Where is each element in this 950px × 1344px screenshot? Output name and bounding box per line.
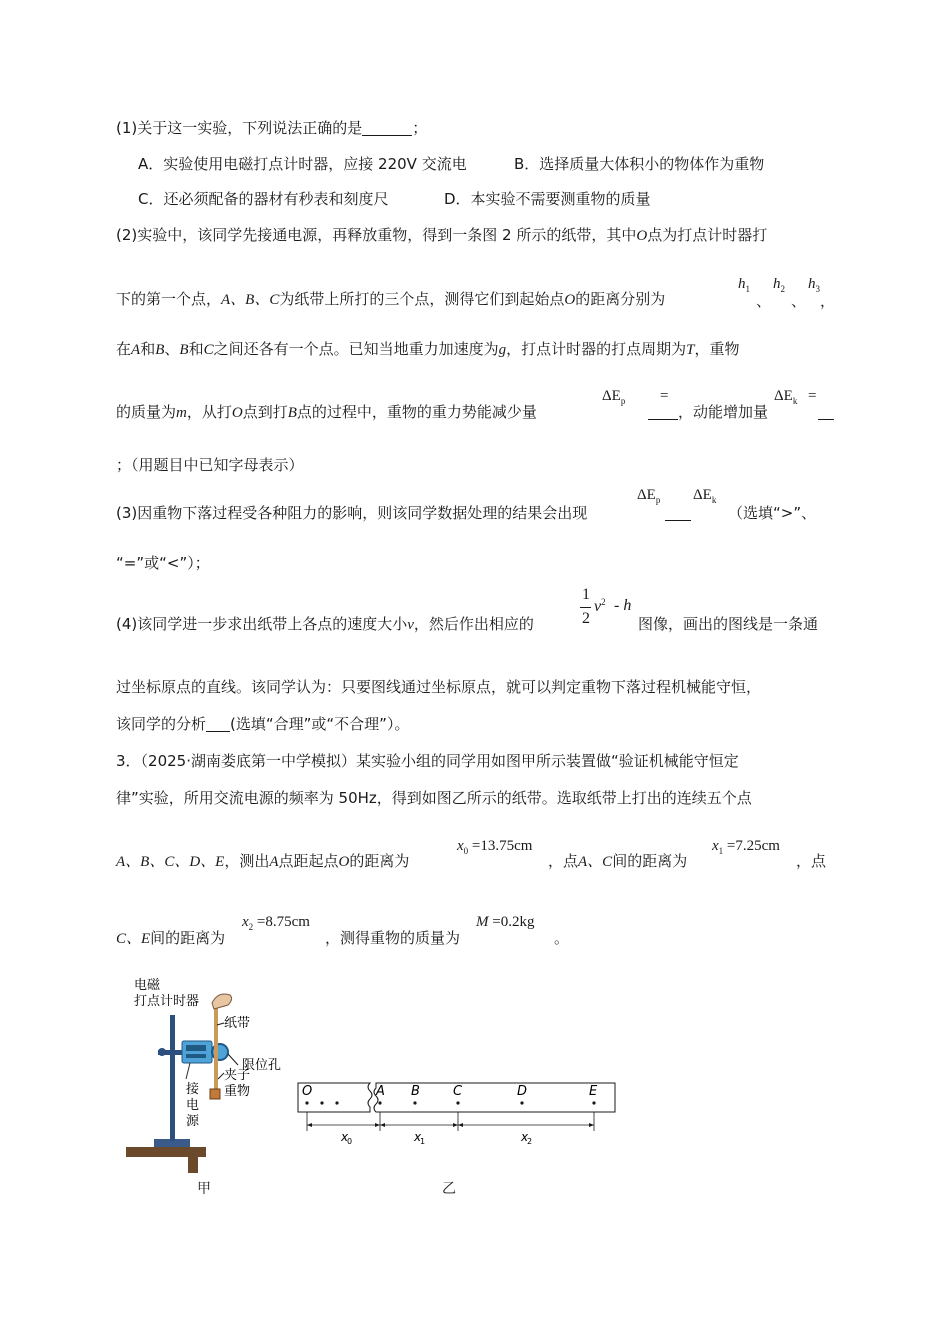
dim-x0-sub: 0 — [347, 1137, 353, 1146]
q3-line1: 3．（2025·湖南娄底第一中学模拟）某实验小组的同学用如图甲所示装置做“验证机械能守恒定 — [116, 752, 739, 770]
paper-tape-figure — [290, 1075, 620, 1155]
caption-yi: 乙 — [442, 1181, 456, 1197]
dim-x1-sub: 1 — [420, 1137, 426, 1146]
clamp-knob — [158, 1048, 166, 1056]
separator-1: 、 — [756, 294, 772, 310]
dot-o — [305, 1101, 308, 1104]
q2-part3-line2: “=”或“<”）； — [116, 554, 210, 572]
q2-part2-line5: ；（用题目中已知字母表示） — [116, 456, 304, 474]
q2-kinetic-label: ，动能增加量 — [678, 403, 769, 421]
fraction-denominator: 2 — [582, 610, 590, 627]
q3-line4-b: ，测得重物的质量为 — [325, 929, 461, 947]
table-leg — [188, 1157, 198, 1173]
x0-expression: $x_0 =13.75cm$ — [457, 838, 533, 856]
dot-d — [520, 1101, 523, 1104]
label-timer-2: 打点计时器 — [134, 994, 200, 1009]
q2-part2-line1: (2)实验中，该同学先接通电源，再释放重物，得到一条图 2 所示的纸带，其中O点为打点计时器打 — [116, 226, 768, 244]
power-lead — [186, 1063, 190, 1079]
option-b: B．选择质量大体积小的物体作为重物 — [514, 155, 765, 173]
point-label-b: B — [411, 1084, 420, 1099]
h3-symbol: $h_3$ — [808, 276, 820, 294]
label-power-1: 接 — [186, 1082, 200, 1097]
q3-line3-b: ，点A、C间的距离为 — [548, 852, 688, 870]
answer-blank-compare[interactable] — [665, 504, 691, 521]
label-timer-1: 电磁 — [134, 978, 161, 993]
label-clip: 夹子 — [224, 1068, 251, 1083]
point-label-c: C — [453, 1084, 463, 1099]
x1-expression: $x_1 =7.25cm$ — [712, 838, 780, 856]
comma-1: ， — [820, 294, 836, 310]
q2-part4-line2: 过坐标原点的直线。该同学认为：只要图线通过坐标原点，就可以判定重物下落过程机械能守恒， — [116, 678, 762, 696]
delta-ek-compare: $\Delta E_k$ — [693, 487, 717, 505]
dot-e — [592, 1101, 595, 1104]
dim-x1-label: x — [414, 1130, 422, 1144]
caption-jia: 甲 — [197, 1181, 211, 1197]
label-power-3: 源 — [186, 1114, 200, 1129]
pointer-tape — [217, 1023, 224, 1025]
stand-rod — [170, 1015, 175, 1141]
answer-blank-reasonable[interactable] — [206, 715, 230, 732]
option-d: D．本实验不需要测重物的质量 — [444, 190, 651, 208]
q3-line3: A、B、C、D、E，测出A点距起点O的距离为 — [116, 852, 410, 870]
dim-x2-label: x — [521, 1130, 529, 1144]
q2-part2-line3: 在A和B、B和C之间还各有一个点。已知当地重力加速度为g，打点计时器的打点周期为T，重物 — [116, 340, 740, 358]
q3-line4-end: 。 — [554, 929, 570, 947]
option-c: C．还必须配备的器材有秒表和刻度尺 — [138, 190, 389, 208]
q2-part4-line3: 该同学的分析 (选填“合理”或“不合理”）。 — [116, 715, 410, 733]
paper-tape — [214, 1005, 218, 1089]
dot-a — [378, 1101, 381, 1104]
equals-1: = — [660, 388, 669, 404]
timer-plate — [186, 1054, 206, 1058]
delta-ek-symbol: $\Delta E_k$ — [774, 388, 798, 406]
q2-part4-line1-a: (4)该同学进一步求出纸带上各点的速度大小v，然后作出相应的 — [116, 615, 534, 633]
pointer-hole — [228, 1054, 238, 1065]
q2-part2-line4: 的质量为m，从打O点到打B点的过程中，重物的重力势能减少量 — [116, 403, 537, 421]
mass-expression: M =0.2kg — [476, 914, 535, 930]
point-label-o: O — [302, 1084, 313, 1099]
fraction-numerator: 1 — [582, 586, 590, 603]
fraction-bar — [580, 607, 591, 608]
weight-block — [210, 1089, 220, 1099]
q3-line4: C、E间的距离为 — [116, 929, 226, 947]
delta-ep-symbol: $\Delta E_p$ — [602, 388, 626, 406]
dot-b — [413, 1101, 416, 1104]
dot-3 — [335, 1101, 338, 1104]
dim-x2-sub: 2 — [527, 1137, 533, 1146]
point-label-a: A — [376, 1084, 385, 1099]
label-weight: 重物 — [224, 1084, 251, 1099]
label-limit-hole: 限位孔 — [242, 1058, 282, 1073]
q3-line3-c: ，点 — [796, 852, 827, 870]
hand — [212, 994, 232, 1009]
point-label-e: E — [589, 1084, 598, 1099]
table-top — [126, 1147, 206, 1157]
minus-h: - h — [614, 597, 632, 614]
dot-c — [456, 1101, 459, 1104]
equals-2: = — [808, 388, 817, 404]
x2-expression: $x_2 =8.75cm$ — [242, 914, 310, 932]
answer-blank-ep[interactable] — [648, 403, 678, 420]
label-power-2: 电 — [186, 1098, 200, 1113]
q2-part2-line2: 下的第一个点，A、B、C为纸带上所打的三个点，测得它们到起始点O的距离分别为 — [116, 290, 666, 308]
separator-2: 、 — [791, 294, 807, 310]
q2-part4-line1-b: 图像，画出的图线是一条通 — [638, 615, 819, 633]
q2-part3-line1: (3)因重物下落过程受各种阻力的影响，则该同学数据处理的结果会出现 — [116, 504, 588, 522]
timer-body — [182, 1041, 212, 1063]
h2-symbol: $h_2$ — [773, 276, 785, 294]
dim-x0-label: x — [341, 1130, 349, 1144]
point-label-d: D — [517, 1084, 528, 1099]
answer-blank-1[interactable] — [362, 119, 412, 136]
apparatus-figure — [120, 975, 290, 1175]
h1-symbol: $h_1$ — [738, 276, 750, 294]
timer-coil — [186, 1045, 206, 1051]
v-squared: $v^2$ — [594, 597, 606, 615]
q2-part1: (1)关于这一实验，下列说法正确的是 ； — [116, 119, 428, 137]
delta-ep-compare: $\Delta E_p$ — [637, 487, 661, 505]
dot-2 — [320, 1101, 323, 1104]
label-tape: 纸带 — [224, 1016, 251, 1031]
q2-part3-choice: （选填“>”、 — [728, 504, 817, 522]
option-a: A．实验使用电磁打点计时器，应接 220V 交流电 — [138, 155, 467, 173]
q3-line2: 律”实验，所用交流电源的频率为 50Hz，得到如图乙所示的纸带。选取纸带上打出的连续五个点 — [116, 789, 752, 807]
answer-blank-ek[interactable] — [818, 403, 834, 420]
